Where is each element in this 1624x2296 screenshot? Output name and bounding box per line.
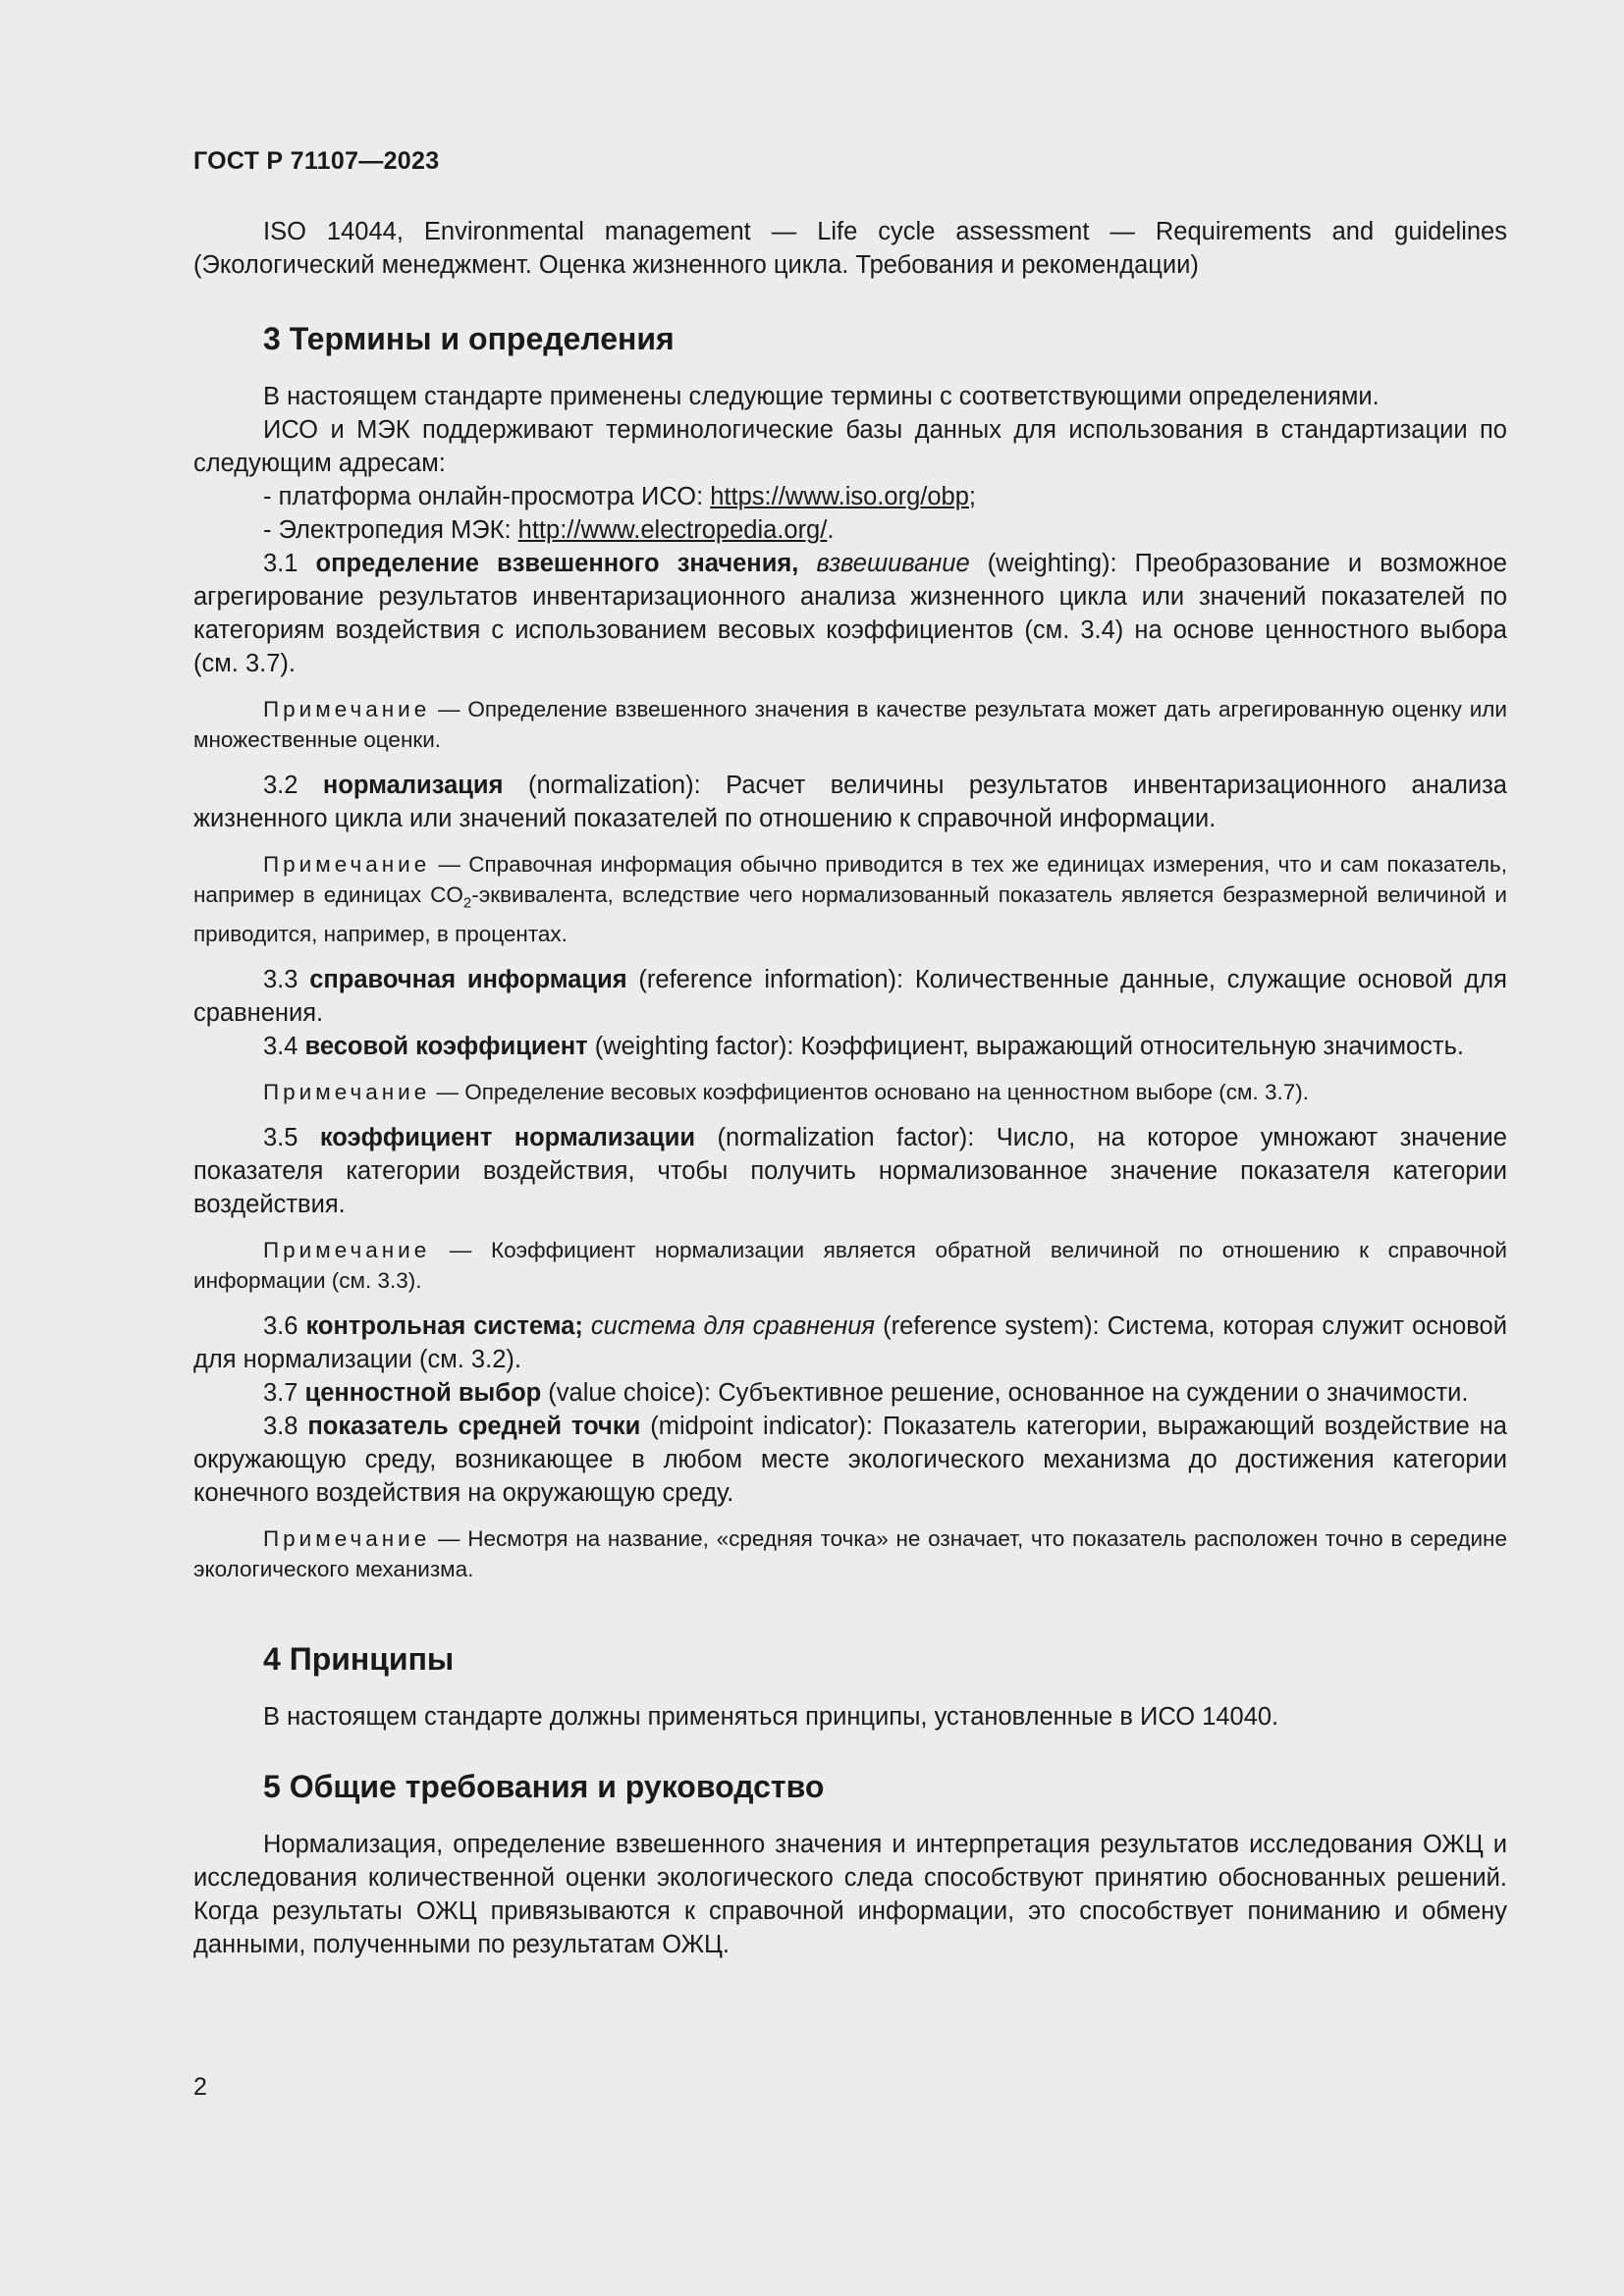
term-3-4: 3.4 весовой коэффициент (weighting factor): Коэффициент, выражающий относительную значимость. — [263, 1032, 1464, 1060]
document-header: ГОСТ Р 71107—2023 — [193, 147, 440, 175]
note-3-1: Примечание — Определение взвешенного значения в качестве результата может дать агрегированную оценку или множественные оценки. — [193, 697, 1507, 752]
term-3-2: 3.2 нормализация (normalization): Расчет величины результатов инвентаризационного анализа жизненного цикла или значений показателей по отношению к справочной информации. — [193, 772, 1507, 832]
term-3-6-name: контрольная система; — [305, 1311, 583, 1340]
bullet-iso-obp: - платформа онлайн-просмотра ИСО: https://www.iso.org/obp; — [263, 483, 976, 510]
section-3-intro-2: ИСО и МЭК поддерживают терминологические базы данных для использования в стандартизации по следующим адресам: — [193, 416, 1507, 477]
iso-obp-link[interactable]: https://www.iso.org/obp — [710, 483, 969, 510]
note-3-8: Примечание — Несмотря на название, «средняя точка» не означает, что показатель расположен точно в середине экологического механизма. — [193, 1525, 1507, 1581]
reference-iso-14044: ISO 14044, Environmental management — Life cycle assessment — Requirements and guidelines (Экологический менеджмент. Оценка жизненного цикла. Требования и рекомендации) — [193, 218, 1507, 279]
term-3-2-name: нормализация — [322, 772, 504, 799]
document-page — [193, 147, 1507, 1961]
term-3-5: 3.5 коэффициент нормализации (normalization factor): Число, на которое умножают значение показателя категории воздействия, чтобы получить нормализованное значение показателя категории воздействия. — [193, 1123, 1507, 1218]
section-4-text: В настоящем стандарте должны применяться принципы, установленные в ИСО 14040. — [263, 1702, 1279, 1731]
term-3-1-name: определение взвешенного значения, — [315, 550, 799, 577]
note-3-5: Примечание — Коэффициент нормализации является обратной величиной по отношению к справочной информации (см. 3.3). — [193, 1237, 1507, 1293]
page-number: 2 — [193, 2073, 207, 2101]
term-3-3-name: справочная информация — [309, 965, 627, 993]
term-3-1-synonym: взвешивание — [816, 550, 970, 577]
term-3-5-name: коэффициент нормализации — [319, 1123, 696, 1151]
section-3-intro-1: В настоящем стандарте применены следующие термины с соответствующими определениями. — [263, 383, 1380, 410]
term-3-7-name: ценностной выбор — [304, 1378, 542, 1407]
term-3-4-name: весовой коэффициент — [304, 1032, 588, 1060]
term-3-8-name: показатель средней точки — [307, 1412, 641, 1440]
bullet-electropedia: - Электропедия МЭК: http://www.electropedia.org/. — [263, 516, 835, 544]
electropedia-link[interactable]: http://www.electropedia.org/ — [517, 516, 828, 544]
term-3-3: 3.3 справочная информация (reference information): Количественные данные, служащие основой для сравнения. — [193, 965, 1507, 1027]
term-3-6: 3.6 контрольная система; система для сравнения (reference system): Система, которая служит основой для нормализации (см. 3.2). — [193, 1311, 1507, 1373]
note-3-4: Примечание — Определение весовых коэффициентов основано на ценностном выборе (см. 3.7). — [263, 1079, 1310, 1104]
term-3-7: 3.7 ценностной выбор (value choice): Субъективное решение, основанное на суждении о значимости. — [263, 1378, 1469, 1407]
section-3-title: 3 Термины и определения — [263, 321, 675, 356]
term-3-1: 3.1 определение взвешенного значения, взвешивание (weighting): Преобразование и возможное агрегирование результатов инвентаризационного анализа жизненного цикла или значений показателей по категориям воздействия с использованием весовых коэффициентов (см. 3.4) на основе ценностного выбора (см. 3.7). — [193, 550, 1507, 677]
section-5-title: 5 Общие требования и руководство — [263, 1768, 825, 1804]
term-3-6-synonym: система для сравнения — [590, 1311, 876, 1340]
section-5-text: Нормализация, определение взвешенного значения и интерпретация результатов исследования ОЖЦ и исследования количественной оценки экологического следа способствуют принятию обоснованных решений. Когда результаты ОЖЦ привязываются к справочной информации, это способствует пониманию и обмену данными, полученными по результатам ОЖЦ. — [193, 1830, 1507, 1958]
term-3-8: 3.8 показатель средней точки (midpoint indicator): Показатель категории, выражающий воздействие на окружающую среду, возникающее в любом месте экологического механизма до достижения категории конечного воздействия на окружающую среду. — [193, 1412, 1507, 1507]
note-3-2: Примечание — Справочная информация обычно приводится в тех же единицах измерения, что и сам показатель, например в единицах $CO_2$-эквивалента, вследствие чего нормализованный показатель является безразмерной величиной и приводится, например, в процентах. — [193, 852, 1507, 946]
section-4-title: 4 Принципы — [263, 1640, 455, 1677]
